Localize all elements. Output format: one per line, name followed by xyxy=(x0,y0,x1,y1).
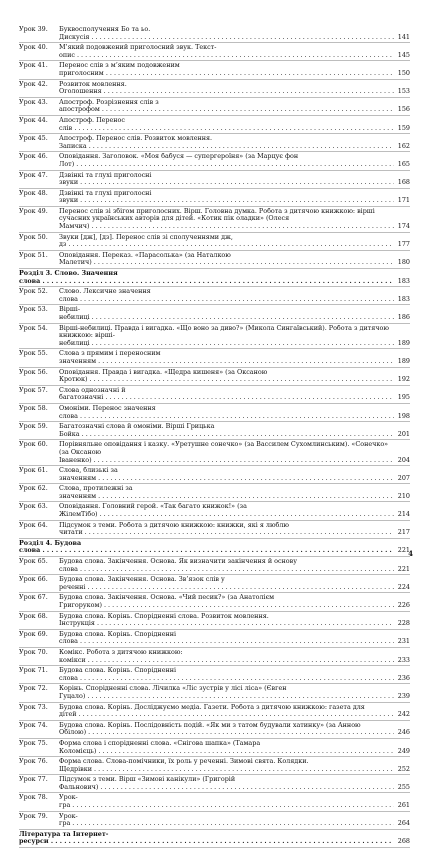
lesson-title: Слова однозначні й багатозначні . . . xyxy=(59,387,394,402)
lesson-number: Урок 65. xyxy=(19,557,48,566)
lesson-title: Апостроф. Розрізнення слів з апострофом . . . xyxy=(59,99,394,114)
lesson-title: Оповідання. Переказ. «Парасолька» (за Наталкою Малетич) . . . xyxy=(59,252,394,267)
page-ref: 226 xyxy=(397,601,410,609)
lesson-number: Урок 69. xyxy=(19,629,48,638)
page-ref: 198 xyxy=(397,411,410,420)
lesson-number: Урок 62. xyxy=(19,484,48,493)
toc-row xyxy=(19,484,410,502)
table-of-contents xyxy=(19,25,410,848)
toc-row xyxy=(19,557,410,575)
toc-row xyxy=(19,422,410,440)
toc-row xyxy=(19,612,410,630)
page-ref: 261 xyxy=(397,801,410,810)
page-ref: 150 xyxy=(397,68,410,77)
lesson-number: Урок 79. xyxy=(19,811,48,820)
lesson-number: Урок 63. xyxy=(19,502,48,511)
lesson-title: Будова слова. Закінчення. Основа. «Чий песик?» (за Анатолієм Григоруком) . . . xyxy=(59,594,394,609)
page-ref: 221 xyxy=(397,564,410,573)
lesson-title: Дзвінкі та глухі приголосні звуки . . . xyxy=(59,190,394,205)
toc-row xyxy=(19,368,410,386)
toc-row xyxy=(19,757,410,775)
lesson-title: Порівняльне оповідання і казку. «Уретушне сонечко» (за Вассилем Сухомлинським). «Сонечко» (за Оксаною Іваненко) . . . xyxy=(59,441,394,464)
lesson-title: Будова слова. Корінь. Послідовність подій. «Як ми з татом будували хатинку» (за Анною Обілою) . . . xyxy=(59,722,394,737)
toc-row xyxy=(19,152,410,170)
lesson-title: Слово. Лексичне значення слова . . . xyxy=(59,288,394,303)
page-ref: 239 xyxy=(397,691,410,700)
lesson-number: Урок 42. xyxy=(19,79,48,88)
lesson-title: Розвиток мовлення. Оголошення . . . xyxy=(59,81,394,96)
lesson-title: Перенос слів з м’яким подовженим приголосним . . . xyxy=(59,62,394,77)
page-ref: 221 xyxy=(397,546,410,555)
page-ref: 201 xyxy=(397,429,410,438)
lesson-title: Урок-гра . . . xyxy=(59,813,394,828)
lesson-title: Підсумок з теми. Робота з дитячою книжкою: книжки, які я люблю читати . . . xyxy=(59,522,394,537)
page-ref: 162 xyxy=(397,141,410,150)
toc-row xyxy=(19,793,410,811)
toc-row xyxy=(19,171,410,189)
toc-row xyxy=(19,775,410,793)
page-ref: 204 xyxy=(397,455,410,464)
toc-row xyxy=(19,630,410,648)
lesson-title: Будова слова. Закінчення. Основа. Зв’язок слів у реченні . . . xyxy=(59,576,394,591)
page-ref: 246 xyxy=(397,728,410,737)
toc-row xyxy=(19,502,410,520)
toc-section-row xyxy=(19,830,410,848)
lesson-title: Урок-гра . . . xyxy=(59,794,394,809)
page-ref: 236 xyxy=(397,673,410,682)
lesson-number: Урок 78. xyxy=(19,793,48,802)
toc-row xyxy=(19,207,410,233)
lesson-number: Урок 46. xyxy=(19,152,48,161)
lesson-title: Звуки [дж], [дз]. Перенос слів зі сполученнями дж, дз . . . xyxy=(59,234,394,249)
lesson-number: Урок 75. xyxy=(19,738,48,747)
page-ref: 153 xyxy=(397,87,410,96)
toc-row xyxy=(19,404,410,422)
toc-row xyxy=(19,521,410,539)
lesson-number: Урок 55. xyxy=(19,349,48,358)
page-ref: 189 xyxy=(397,338,410,347)
lesson-number: Урок 49. xyxy=(19,206,48,215)
toc-row xyxy=(19,251,410,269)
page-ref: 210 xyxy=(397,491,410,500)
lesson-title: Комікс. Робота з дитячою книжкою: комікси . . . xyxy=(59,649,394,664)
lesson-number: Урок 72. xyxy=(19,684,48,693)
page-ref: 141 xyxy=(397,32,410,41)
toc-row xyxy=(19,648,410,666)
lesson-title: Будова слова. Закінчення. Основа. Як визначити закінчення й основу слова . . . xyxy=(59,558,394,573)
toc-row xyxy=(19,386,410,404)
toc-row xyxy=(19,61,410,79)
lesson-number: Урок 61. xyxy=(19,466,48,475)
lesson-title: Слова з прямим і переносним значенням . . . xyxy=(59,350,394,365)
page-ref: 195 xyxy=(397,393,410,402)
page-ref: 214 xyxy=(397,510,410,519)
lesson-number: Урок 57. xyxy=(19,385,48,394)
lesson-number: Урок 51. xyxy=(19,250,48,259)
page-ref: 249 xyxy=(397,746,410,755)
toc-row xyxy=(19,466,410,484)
lesson-title: Оповідання. Заголовок. «Моя бабуся — супергероїня» (за Марцує фон Лот) . . . xyxy=(59,153,394,168)
lesson-title: Корінь. Спорідненні слова. Лічилка «Ліс зустрів у лісі ліса» (Євген Гуцало) . . . xyxy=(59,685,394,700)
page-ref: 174 xyxy=(397,222,410,231)
lesson-number: Урок 56. xyxy=(19,367,48,376)
page-ref: 242 xyxy=(397,710,410,719)
page-number: 4 xyxy=(408,549,413,558)
lesson-number: Урок 43. xyxy=(19,97,48,106)
toc-row xyxy=(19,189,410,207)
lesson-number: Урок 64. xyxy=(19,520,48,529)
lesson-number: Урок 74. xyxy=(19,720,48,729)
lesson-title: Вірші-небилиці . . . xyxy=(59,306,394,321)
toc-section-row xyxy=(19,539,410,557)
toc-row xyxy=(19,287,410,305)
page-ref: 252 xyxy=(397,764,410,773)
lesson-number: Урок 70. xyxy=(19,647,48,656)
section-title: Література та Інтернет-ресурси . . . xyxy=(19,831,394,846)
page-ref: 145 xyxy=(397,50,410,59)
lesson-title: Слова, протилежні за значенням . . . xyxy=(59,485,394,500)
page-ref: 165 xyxy=(397,159,410,168)
toc-row xyxy=(19,25,410,43)
lesson-number: Урок 58. xyxy=(19,403,48,412)
lesson-number: Урок 45. xyxy=(19,134,48,143)
lesson-title: Форма слова і спорідненні слова. «Сніговa шапка» (Тамара Коломієць) . . . xyxy=(59,740,394,755)
page-ref: 264 xyxy=(397,819,410,828)
lesson-number: Урок 67. xyxy=(19,593,48,602)
lesson-number: Урок 59. xyxy=(19,422,48,431)
page-ref: 189 xyxy=(397,356,410,365)
page-ref: 228 xyxy=(397,619,410,628)
lesson-number: Урок 77. xyxy=(19,775,48,784)
lesson-number: Урок 50. xyxy=(19,232,48,241)
toc-row xyxy=(19,739,410,757)
lesson-number: Урок 76. xyxy=(19,757,48,766)
page-ref: 168 xyxy=(397,178,410,187)
page-ref: 233 xyxy=(397,655,410,664)
page-ref: 224 xyxy=(397,582,410,591)
toc-row xyxy=(19,593,410,611)
lesson-number: Урок 71. xyxy=(19,666,48,675)
toc-row xyxy=(19,305,410,323)
lesson-title: Підсумок з теми. Вірш «Зимові канікули» (Григорій Фальнович) . . . xyxy=(59,776,394,791)
lesson-number: Урок 52. xyxy=(19,287,48,296)
toc-row xyxy=(19,721,410,739)
lesson-number: Урок 47. xyxy=(19,170,48,179)
page-ref: 183 xyxy=(397,276,410,285)
page-ref: 171 xyxy=(397,196,410,205)
toc-row xyxy=(19,233,410,251)
toc-row xyxy=(19,349,410,367)
page-ref: 217 xyxy=(397,528,410,537)
lesson-number: Урок 48. xyxy=(19,188,48,197)
page-ref: 231 xyxy=(397,637,410,646)
lesson-title: Оповідання. Головний герой. «Так багато книжок!» (за ЖілемТібо) . . . xyxy=(59,503,394,518)
lesson-number: Урок 41. xyxy=(19,61,48,70)
page-ref: 186 xyxy=(397,313,410,321)
lesson-number: Урок 40. xyxy=(19,43,48,52)
toc-row xyxy=(19,703,410,721)
lesson-title: Апостроф. Перенос слів. Розвиток мовлення. Записка . . . xyxy=(59,135,394,150)
lesson-number: Урок 39. xyxy=(19,25,48,33)
lesson-title: Будова слова. Корінь. Спорідненні слова. Розвиток мовлення. Інструкція . . . xyxy=(59,613,394,628)
lesson-title: Будова слова. Корінь. Досліджуємо медіа. Газети. Робота з дитячою книжкою: газета для дітей . . . xyxy=(59,704,394,719)
page-ref: 183 xyxy=(397,294,410,303)
section-title: Розділ 3. Слово. Значення слова . . . xyxy=(19,270,394,285)
lesson-number: Урок 66. xyxy=(19,575,48,584)
section-title: Розділ 4. Будова слова . . . xyxy=(19,540,394,555)
lesson-title: Омоніми. Перенос значення слова . . . xyxy=(59,405,394,420)
toc-row xyxy=(19,440,410,466)
lesson-number: Урок 44. xyxy=(19,115,48,124)
page-ref: 192 xyxy=(397,375,410,384)
toc-row xyxy=(19,134,410,152)
page-ref: 177 xyxy=(397,240,410,249)
page-ref: 268 xyxy=(397,837,410,846)
toc-row xyxy=(19,575,410,593)
page-ref: 255 xyxy=(397,782,410,791)
lesson-title: Дзвінкі та глухі приголосні звуки . . . xyxy=(59,172,394,187)
lesson-title: Будова слова. Корінь. Спорідненні слова . . . xyxy=(59,631,394,646)
toc-row xyxy=(19,98,410,116)
lesson-title: Вірші-небилиці. Правда і вигадка. «Що воно за диво?» (Микола Сингаївський). Робота з дитячою книжкою: вірші-небилиці . . . xyxy=(59,325,394,348)
lesson-title: Слова, близькі за значенням . . . xyxy=(59,467,394,482)
lesson-number: Урок 53. xyxy=(19,305,48,314)
page-ref: 207 xyxy=(397,473,410,482)
toc-section-row xyxy=(19,269,410,287)
lesson-number: Урок 60. xyxy=(19,440,48,449)
toc-row xyxy=(19,80,410,98)
toc-row xyxy=(19,43,410,61)
lesson-number: Урок 68. xyxy=(19,611,48,620)
lesson-title: Перенос слів зі збігом приголосних. Вірш. Головна думка. Робота з дитячою книжкою: вірші сучасних українських авторів для дітей. «Котик пік оладки» (Олеся Мамчич) . . . xyxy=(59,208,394,231)
lesson-title: Апостроф. Перенос слів . . . xyxy=(59,117,394,132)
page-ref: 159 xyxy=(397,123,410,132)
page-ref: 180 xyxy=(397,258,410,267)
lesson-title: Будова слова. Корінь. Спорідненні слова . . . xyxy=(59,667,394,682)
lesson-title: Багатозначні слова й омоніми. Вірші Грицька Бойка . . . xyxy=(59,423,394,438)
toc-row xyxy=(19,666,410,684)
lesson-number: Урок 54. xyxy=(19,323,48,332)
lesson-title: Буквосполучення Бо та ьо. Дискусія . . . xyxy=(59,26,394,41)
page-ref: 156 xyxy=(397,105,410,114)
lesson-number: Урок 73. xyxy=(19,702,48,711)
toc-row xyxy=(19,116,410,134)
lesson-title: М’який подовжений приголосний звук. Текст-опис . . . xyxy=(59,44,394,59)
toc-row xyxy=(19,684,410,702)
toc-row xyxy=(19,324,410,350)
lesson-title: Форма слова. Слова-помічники, їх роль у реченні. Зимові свята. Колядки. Щедрівки . . . xyxy=(59,758,394,773)
lesson-title: Оповідання. Правда і вигадка. «Щедра кишеня» (за Оксаною Кротюк) . . . xyxy=(59,369,394,384)
toc-row xyxy=(19,812,410,830)
